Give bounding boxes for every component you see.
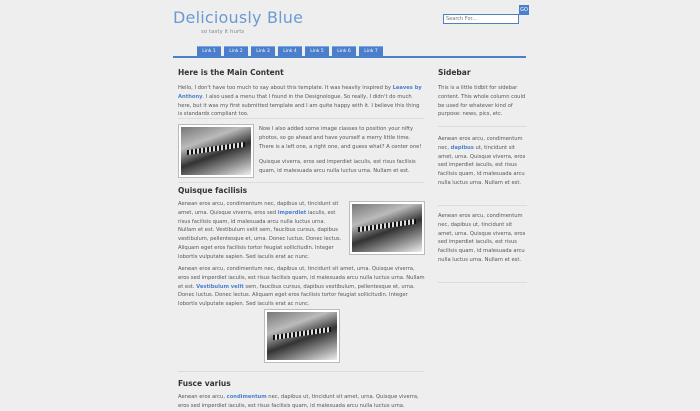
- vestibulum-link[interactable]: Vestibulum velit: [196, 283, 244, 290]
- intro-text-2: . I also used a menu that I found in the Designologue. So really, I didn't do much here, but it was my first submitted template and I am quite happy with it. I believe this thing is standards compliant too.: [178, 93, 420, 118]
- section2-paragraph-1: [178, 200, 345, 262]
- main-heading: Here is the Main Content: [178, 68, 284, 77]
- s2p1-text-b: iaculis, est risus facilisis quam, id malesuada arcu nulla luctus urna. Nullam et est. Vestibulum velit sem, faucibus cursus, dapibus vestibulum, pellentesque et, urna. Donec luctus. Donec lectus. Aliquam eget eros facilisis tortor feugiat sollicitudin. Integer lobortis vulputate sapien. Sed iaculis erat ac nunc.: [178, 209, 342, 260]
- search-form: [443, 5, 528, 24]
- divider: [178, 182, 424, 183]
- sb2-text-a: Aenean eros arcu, condimentum nec,: [438, 136, 523, 151]
- dapibus-link[interactable]: dapibus: [450, 144, 474, 151]
- s2p2-text-b: sem, faucibus cursus, dapibus vestibulum, pellentesque et, urna. Donec luctus. Donec lectus. Aliquam eget eros facilisis tortor feugiat sollicitudin. Integer lobortis vulputate sapien. Sed iaculis erat ac nunc.: [178, 283, 415, 308]
- section2-paragraph-2: [178, 265, 425, 309]
- nav-link-6[interactable]: Link 6: [332, 46, 356, 56]
- section-heading-quisque: Quisque facilisis: [178, 186, 248, 195]
- sidebar-divider: [438, 205, 527, 206]
- sidebar-block-3: [438, 212, 527, 265]
- s3p1-text-a: Aenean eros arcu,: [178, 394, 227, 400]
- main-nav: [197, 46, 383, 56]
- image-paragraph-1: Now I also added some image classes to position your nifty photos, so go ahead and have yourself a merry little time. There is a left one, a right one, and guess what? A center one!: [259, 126, 422, 150]
- sidebar-block-2: [438, 135, 527, 188]
- image-center: [264, 309, 340, 363]
- divider: [178, 118, 424, 119]
- image-left: [178, 124, 254, 178]
- sidebar-text-1: This is a little tidbit for sidebar content. This whole column could be used for whatever kind of purpose: news, pics, etc.: [438, 85, 526, 118]
- photo-icon: [352, 204, 422, 252]
- nav-link-1[interactable]: Link 1: [197, 46, 221, 56]
- sidebar: [438, 68, 528, 77]
- sidebar-divider: [438, 282, 527, 283]
- nav-underline: [173, 56, 526, 58]
- nav-link-3[interactable]: Link 3: [251, 46, 275, 56]
- divider: [178, 371, 424, 372]
- condimentum-link[interactable]: condimentum: [226, 394, 267, 400]
- leaves-link[interactable]: Leaves by Anthony: [178, 85, 422, 100]
- site-title[interactable]: Deliciously Blue: [173, 8, 304, 27]
- search-input[interactable]: [443, 14, 519, 24]
- nav-link-4[interactable]: Link 4: [278, 46, 302, 56]
- main-content: [178, 68, 424, 119]
- imperdiet-link[interactable]: imperdiet: [277, 209, 307, 216]
- sidebar-divider: [438, 126, 527, 127]
- sidebar-block-1: [438, 84, 527, 119]
- site-tagline: so tasty it hurts: [201, 29, 245, 35]
- s2p1-text-a: Aenean eros arcu, condimentum nec, dapibus ut, tincidunt sit amet, urna. Quisque viverra, eros sed: [178, 201, 339, 216]
- image-text-block: [259, 125, 425, 176]
- sidebar-text-2: [438, 135, 527, 188]
- photo-icon: [181, 127, 251, 175]
- nav-link-7[interactable]: Link 7: [359, 46, 383, 56]
- sidebar-heading: Sidebar: [438, 68, 471, 77]
- s2p2-text-a: Aenean eros arcu, condimentum nec, dapibus ut, tincidunt sit amet, urna. Quisque viverra, eros sed imperdiet iaculis, est risus facilisis quam, id malesuada arcu nulla luctus urna. Nullam et est.: [178, 266, 425, 290]
- search-button[interactable]: GO: [520, 7, 528, 13]
- sb2-text-b: ut, tincidunt sit amet, urna. Quisque viverra, eros sed imperdiet iaculis, est risus facilisis quam, id malesuada arcu nulla luctus urna. Nullam et est.: [438, 144, 526, 186]
- image-right: [349, 201, 425, 255]
- photo-icon: [267, 312, 337, 360]
- section-heading-fusce: Fusce varius: [178, 379, 231, 388]
- intro-text-1: Hello, I don't have too much to say about this template. It was heavily inspired by: [178, 85, 393, 91]
- nav-link-5[interactable]: Link 5: [305, 46, 329, 56]
- sidebar-text-3: Aenean eros arcu, condimentum nec, dapibus ut, tincidunt sit amet, urna. Quisque viverra, eros sed imperdiet iaculis, est risus facilisis quam, id malesuada arcu nulla luctus urna. Nullam et est.: [438, 213, 526, 263]
- nav-link-2[interactable]: Link 2: [224, 46, 248, 56]
- s3p1-text-b: nec, dapibus ut, tincidunt sit amet, urna. Quisque viverra, eros sed imperdiet iaculis, est risus facilisis quam, id malesuada arcu nulla luctus urna.: [178, 394, 419, 409]
- image-paragraph-2: Quisque viverra, eros sed imperdiet iaculis, est risus facilisis quam, id malesuada arcu nulla luctus urna. Nullam et est.: [259, 159, 416, 175]
- intro-paragraph: [178, 84, 424, 119]
